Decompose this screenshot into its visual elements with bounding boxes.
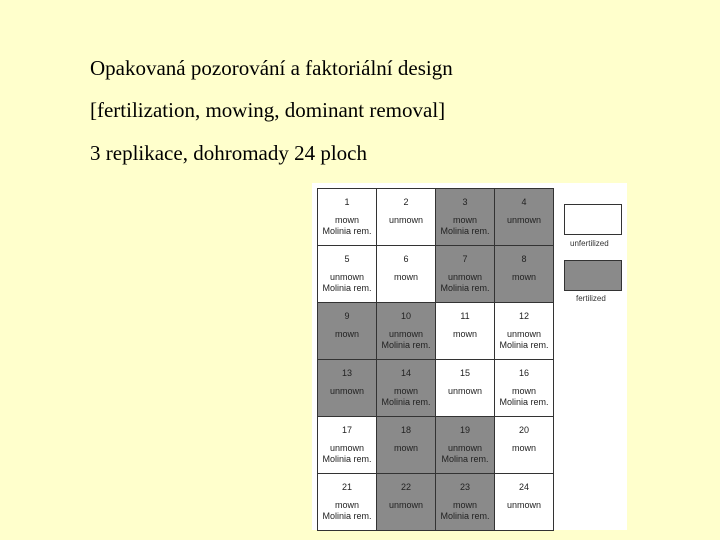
plot-mowing-label: unmown — [506, 215, 542, 225]
plot-cell — [436, 246, 494, 302]
plot-number: 17 — [341, 425, 352, 435]
plot-cell — [495, 303, 553, 359]
plot-cell — [377, 303, 435, 359]
plot-cell — [318, 303, 376, 359]
plot-number: 4 — [521, 197, 527, 207]
plot-cell — [495, 360, 553, 416]
plot-number: 23 — [459, 482, 470, 492]
plot-cell — [495, 246, 553, 302]
plot-mowing-label: unmown — [388, 215, 424, 225]
plot-cell — [377, 246, 435, 302]
plot-cell — [495, 474, 553, 530]
plot-layout-figure — [312, 183, 627, 530]
plot-number: 19 — [459, 425, 470, 435]
plot-number: 22 — [400, 482, 411, 492]
plot-mowing-label: unmown — [506, 329, 542, 339]
plot-mowing-label: mown — [393, 443, 418, 453]
plot-number: 13 — [341, 368, 352, 378]
plot-mowing-label: unmown — [447, 443, 483, 453]
legend-fertilized-swatch — [564, 260, 622, 291]
plot-removal-label: Molinia rem. — [440, 511, 490, 521]
plot-cell — [377, 360, 435, 416]
plot-removal-label: Molinia rem. — [322, 283, 372, 293]
legend-unfertilized-label: unfertilized — [570, 239, 609, 248]
plot-cell — [436, 417, 494, 473]
plot-removal-label: Molinia rem. — [322, 226, 372, 236]
plot-number: 18 — [400, 425, 411, 435]
plot-mowing-label: mown — [393, 272, 418, 282]
plot-number: 12 — [518, 311, 529, 321]
plot-number: 16 — [518, 368, 529, 378]
plot-removal-label: Molinia rem. — [499, 340, 549, 350]
plot-number: 20 — [518, 425, 529, 435]
plot-number: 1 — [344, 197, 350, 207]
plot-cell — [495, 417, 553, 473]
plot-cell — [377, 474, 435, 530]
plot-mowing-label: unmown — [329, 386, 365, 396]
plot-number: 5 — [344, 254, 350, 264]
legend-unfertilized-swatch — [564, 204, 622, 235]
plot-cell — [318, 246, 376, 302]
plot-number: 14 — [400, 368, 411, 378]
plot-mowing-label: unmown — [506, 500, 542, 510]
plot-mowing-label: mown — [334, 329, 359, 339]
plot-cell — [436, 303, 494, 359]
plot-cell — [377, 189, 435, 245]
plot-number: 2 — [403, 197, 409, 207]
plot-mowing-label: unmown — [388, 329, 424, 339]
plot-removal-label: Molinia rem. — [440, 283, 490, 293]
plot-cell — [436, 189, 494, 245]
plot-number: 15 — [459, 368, 470, 378]
plot-number: 8 — [521, 254, 527, 264]
plot-number: 10 — [400, 311, 411, 321]
legend-fertilized-label: fertilized — [576, 294, 606, 303]
plot-cell — [436, 474, 494, 530]
plot-mowing-label: mown — [511, 386, 536, 396]
plot-removal-label: Molinia rem. — [381, 340, 431, 350]
plot-removal-label: Molinia rem. — [381, 397, 431, 407]
plot-removal-label: Molinia rem. — [322, 511, 372, 521]
plot-mowing-label: mown — [393, 386, 418, 396]
plot-cell — [318, 189, 376, 245]
plot-mowing-label: mown — [511, 272, 536, 282]
text-line-design: Opakovaná pozorování a faktoriální design — [90, 56, 453, 80]
text-line-replicates: 3 replikace, dohromady 24 ploch — [90, 141, 367, 165]
plot-mowing-label: unmown — [447, 272, 483, 282]
plot-number: 11 — [460, 311, 470, 321]
plot-mowing-label: unmown — [329, 272, 365, 282]
plot-cell — [318, 474, 376, 530]
plot-removal-label: Molinia rem. — [322, 454, 372, 464]
plot-number: 3 — [462, 197, 468, 207]
plot-removal-label: Molinia rem. — [440, 226, 490, 236]
plot-number: 6 — [403, 254, 409, 264]
plot-cell — [318, 360, 376, 416]
plot-mowing-label: unmown — [329, 443, 365, 453]
plot-mowing-label: unmown — [447, 386, 483, 396]
plot-mowing-label: mown — [452, 329, 477, 339]
plot-cell — [318, 417, 376, 473]
plot-mowing-label: unmown — [388, 500, 424, 510]
plot-number: 24 — [518, 482, 529, 492]
plot-mowing-label: mown — [334, 215, 359, 225]
text-line-factors: [fertilization, mowing, dominant removal] — [90, 98, 446, 122]
plot-cell — [377, 417, 435, 473]
plot-mowing-label: mown — [452, 500, 477, 510]
plot-mowing-label: mown — [334, 500, 359, 510]
plot-mowing-label: mown — [452, 215, 477, 225]
plot-grid — [317, 188, 554, 531]
plot-number: 9 — [344, 311, 350, 321]
plot-cell — [436, 360, 494, 416]
plot-removal-label: Molinia rem. — [499, 397, 549, 407]
plot-cell — [495, 189, 553, 245]
plot-removal-label: Molina rem. — [441, 454, 489, 464]
plot-number: 21 — [341, 482, 352, 492]
plot-number: 7 — [462, 254, 468, 264]
plot-mowing-label: mown — [511, 443, 536, 453]
